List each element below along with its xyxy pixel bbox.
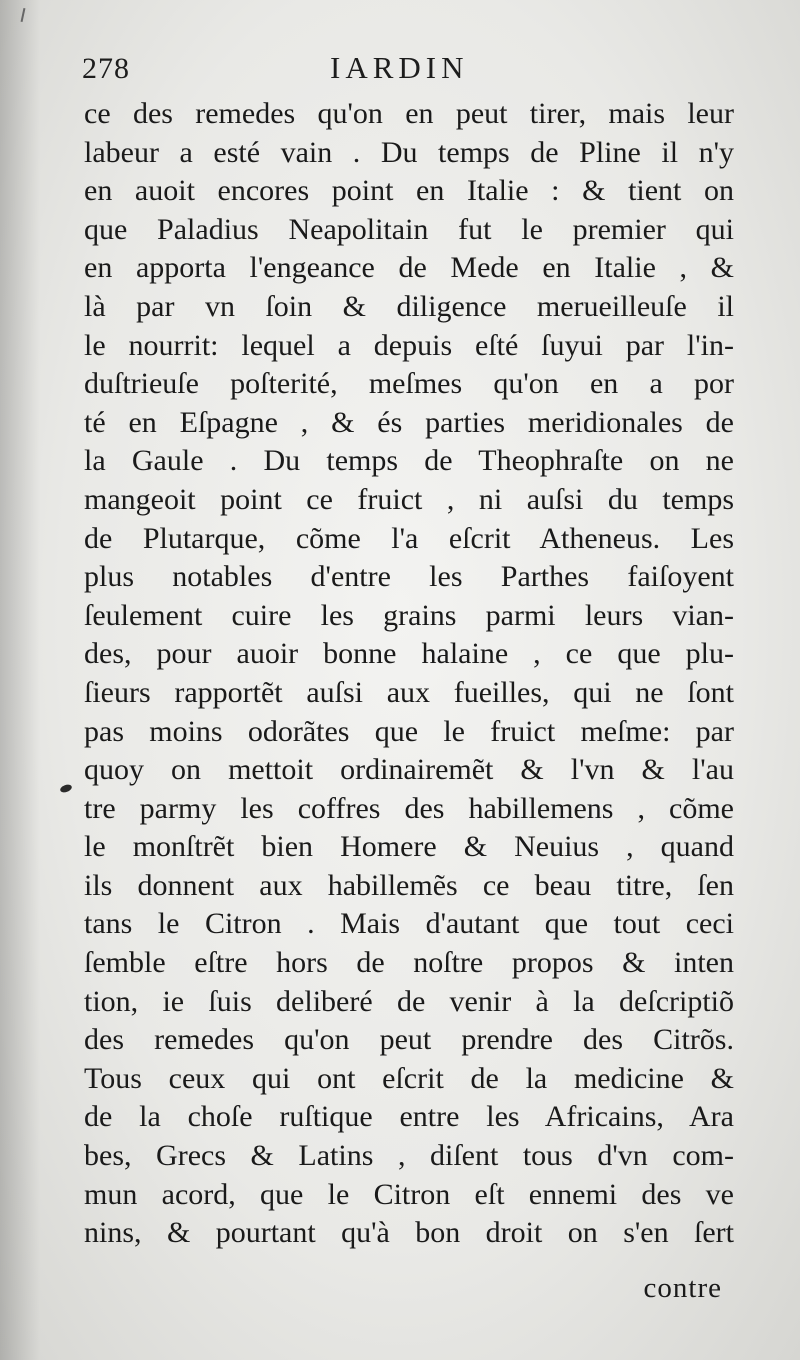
gutter-shadow	[0, 0, 40, 1360]
text-line: mangeoit point ce fruict , ni auſsi du temps	[84, 482, 734, 516]
text-line: ſemble eſtre hors de noſtre propos & inten	[84, 946, 734, 980]
text-line: quoy on mettoit ordinairemẽt & l'vn & l'au	[84, 753, 734, 787]
text-line: mun acord, que le Citron eſt ennemi des ve	[84, 1177, 734, 1211]
text-line: tans le Citron . Mais d'autant que tout ceci	[84, 907, 734, 941]
text-line: ſeulement cuire les grains parmi leurs vian-	[84, 598, 734, 632]
text-line: le monſtrẽt bien Homere & Neuius , quand	[84, 830, 734, 864]
text-line: que Paladius Neapolitain fut le premier qui	[84, 212, 734, 246]
text-line: ſieurs rapportẽt auſsi aux fueilles, qui ne ſont	[84, 675, 734, 709]
text-line: labeur a esté vain . Du temps de Pline il n'y	[84, 135, 734, 169]
text-line: des remedes qu'on peut prendre des Citrõs.	[84, 1023, 734, 1057]
text-line: en apporta l'engeance de Mede en Italie , &	[84, 251, 734, 285]
text-line: ils donnent aux habillemẽs ce beau titre, ſen	[84, 868, 734, 902]
text-line: duſtrieuſe poſterité, meſmes qu'on en a por	[84, 367, 734, 401]
text-line: la Gaule . Du temps de Theophraſte on ne	[84, 444, 734, 478]
text-line: nins, & pourtant qu'à bon droit on s'en ſert	[84, 1216, 734, 1250]
text-line: tion, ie ſuis deliberé de venir à la deſcriptiõ	[84, 984, 734, 1018]
text-line: là par vn ſoin & diligence merueilleuſe il	[84, 289, 734, 323]
text-line: plus notables d'entre les Parthes faiſoyent	[84, 560, 734, 594]
text-line: en auoit encores point en Italie : & tient on	[84, 174, 734, 208]
text-line: pas moins odorãtes que le fruict meſme: par	[84, 714, 734, 748]
text-line: de la choſe ruſtique entre les Africains, Ara	[84, 1100, 734, 1134]
margin-mark	[59, 783, 73, 794]
text-line: des, pour auoir bonne halaine , ce que plu-	[84, 637, 734, 671]
running-head: IARDIN	[330, 50, 469, 85]
text-line: le nourrit: lequel a depuis eſté ſuyui par l'in-	[84, 328, 734, 362]
text-line: de Plutarque, cõme l'a eſcrit Atheneus. Les	[84, 521, 734, 555]
text-line: Tous ceux qui ont eſcrit de la medicine &	[84, 1061, 734, 1095]
catchword: contre	[643, 1272, 722, 1304]
text-line: tre parmy les coffres des habillemens , cõme	[84, 791, 734, 825]
text-line: bes, Grecs & Latins , diſent tous d'vn com-	[84, 1139, 734, 1173]
text-line: ce des remedes qu'on en peut tirer, mais leur	[84, 97, 734, 130]
body-text	[84, 95, 734, 1253]
page-number: 278	[82, 52, 130, 85]
text-line: té en Eſpagne , & és parties meridionales de	[84, 405, 734, 439]
